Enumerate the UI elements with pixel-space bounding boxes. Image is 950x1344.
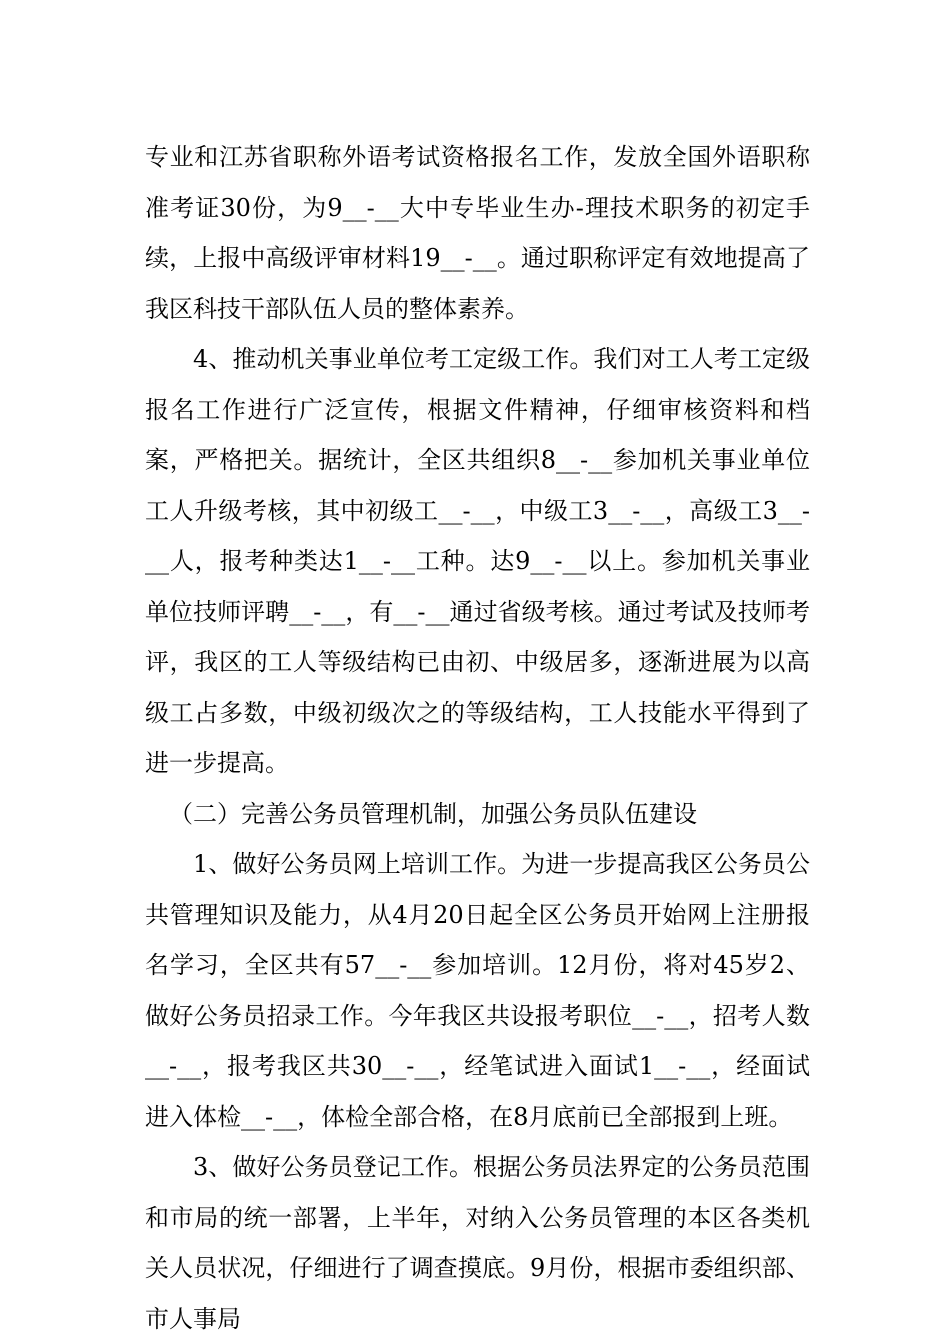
paragraph-continuation: 专业和江苏省职称外语考试资格报名工作，发放全国外语职称准考证30份，为9__-__大中专毕业生办-理技术职务的初定手续，上报中高级评审材料19__-__。通过职称评定有效地提高了我区科技干部队伍人员的整体素养。 [145, 143, 810, 323]
section-heading: （二）完善公务员管理机制，加强公务员队伍建设 [169, 799, 697, 828]
paragraph-worker-grading: 4、推动机关事业单位考工定级工作。我们对工人考工定级报名工作进行广泛宣传，根据文件精神，仔细审核资料和档案，严格把关。据统计，全区共组织8__-__参加机关事业单位工人升级考核，其中初级工__-__，中级工3__-__，高级工3__-__人，报考种类达1__-__工种。达9__-__以上。参加机关事业单位技师评聘__-__，有__-__通过省级考核。通过考试及技师考评，我区的工人等级结构已由初、中级居多，逐渐进展为以高级工占多数，中级初级次之的等级结构，工人技能水平得到了进一步提高。 [145, 345, 810, 777]
paragraph-civil-servant-registration: 3、做好公务员登记工作。根据公务员法界定的公务员范围和市局的统一部署，上半年，对纳入公务员管理的本区各类机关人员状况，仔细进行了调查摸底。9月份，根据市委组织部、市人事局 [145, 1153, 810, 1333]
paragraph-civil-servant-training: 1、做好公务员网上培训工作。为进一步提高我区公务员公共管理知识及能力，从4月20日起全区公务员开始网上注册报名学习，全区共有57__-__参加培训。12月份，将对45岁2、做好公务员招录工作。今年我区共设报考职位__-__，招考人数__-__，报考我区共30__-__，经笔试进入面试1__-__，经面试进入体检__-__，体检全部合格，在8月底前已全部报到上班。 [145, 850, 810, 1131]
document-body [145, 132, 810, 1344]
